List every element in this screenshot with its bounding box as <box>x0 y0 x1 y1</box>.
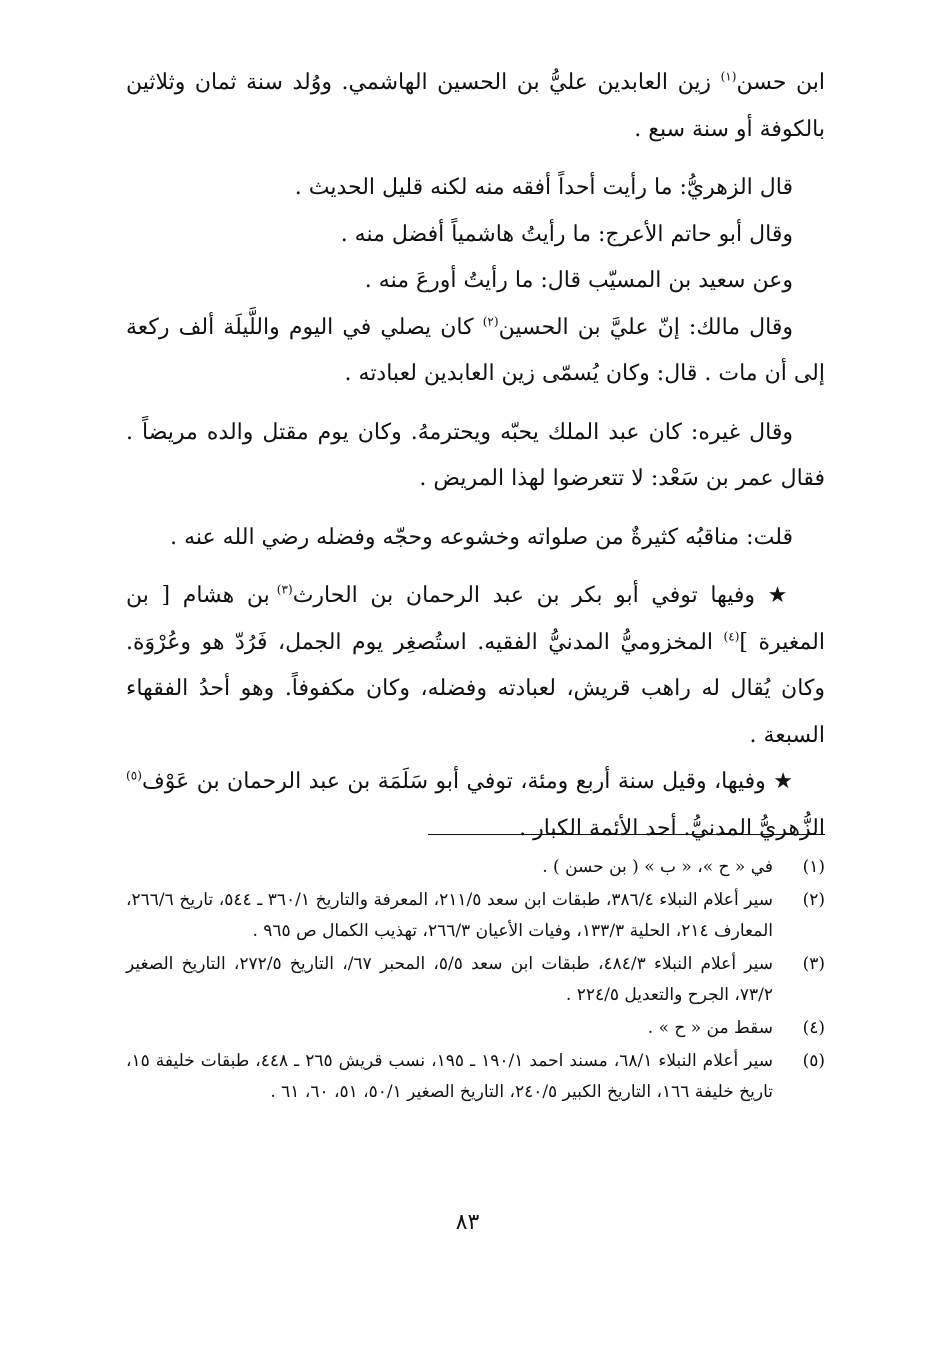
text-run: كان يصلي في اليوم واللَّيلَة ألف ركعة إلى أن مات . قال: وكان يُسمّى زين العابدين لعبادته . <box>126 314 825 386</box>
footnote-ref-3[interactable]: (٣) <box>276 582 293 597</box>
spacer <box>126 503 825 515</box>
text-run: الزُّهريُّ المدنيُّ. أحد الأئمة الكبار . <box>519 815 825 841</box>
paragraph-7: قلت: مناقبُه كثيرةٌ من صلواته وخشوعه وحجّه وفضله رضي الله عنه . <box>170 524 793 550</box>
footnotes <box>126 852 825 1110</box>
footnote-text: سير أعلام النبلاء ٤٨٤/٣، طبقات ابن سعد ٥/٥، المحبر ٦٧/، التاريخ ٢٧٢/٥، التاريخ الصغير ٧٣/٢، الجرح والتعديل ٢٢٤/٥ . <box>126 954 774 1005</box>
paragraph-1 <box>126 60 825 153</box>
text-run: زين العابدين عليُّ بن الحسين الهاشمي. ووُلد سنة ثمان وثلاثين بالكوفة أو سنة سبع . <box>126 70 825 142</box>
footnote-ref-5[interactable]: (٥) <box>126 768 142 783</box>
text-run: ★ وفيها توفي أبو بكر بن عبد الرحمان بن الحارث <box>292 583 793 608</box>
footnote-ref-2[interactable]: (٢) <box>482 314 499 329</box>
text-run: المخزوميُّ المدنيُّ الفقيه. استُصغِر يوم الجمل، فَرُدّ هو وعُرْوَة. وكان يُقال له راهب قريش، لعبادته وفضله، وكان مكفوفاً. وهو أحدُ الفقهاء السبعة . <box>126 629 825 748</box>
footnote-text: سير أعلام النبلاء ٣٨٦/٤، طبقات ابن سعد ٢١١/٥، المعرفة والتاريخ ٣٦٠/١ ـ ٥٤٤، تاريخ ٢٦٦/٦، المعارف ٢١٤، الحلية ١٣٣/٣، وفيات الأعيان ٢٦٦/٣، تهذيب الكمال ص ٩٦٥ . <box>126 890 774 941</box>
footnote-ref-4[interactable]: (٤) <box>723 629 740 644</box>
spacer <box>126 153 825 165</box>
footnote-item <box>126 1046 825 1108</box>
footnote-number: (٢) <box>802 890 825 910</box>
footnote-number: (٣) <box>802 954 825 974</box>
paragraph-8 <box>126 573 825 759</box>
paragraph-2: قال الزهريُّ: ما رأيت أحداً أفقه منه لكنه قليل الحديث . <box>294 175 793 200</box>
footnote-item <box>126 885 825 947</box>
footnote-ref-1[interactable]: (١) <box>720 69 737 84</box>
text-run: ابن حسن <box>736 70 825 95</box>
footnote-number: (٥) <box>802 1051 825 1071</box>
spacer <box>126 398 825 410</box>
text-run: وقال مالك: إنّ عليَّ بن الحسين <box>498 314 794 340</box>
page-number: ٨٣ <box>455 1210 480 1235</box>
footnote-text: في « ح »، « ب » ( بن حسن ) . <box>542 857 773 877</box>
paragraph-9 <box>126 759 825 852</box>
paragraph-6: وقال غيره: كان عبد الملك يحبّه ويحترمهُ. وكان يوم مقتل والده مريضاً . فقال عمر بن سَعْد: لا تتعرضوا لهذا المريض . <box>126 419 825 491</box>
text-run: بن هشام [ بن المغيرة ] <box>126 583 825 655</box>
footnote-item <box>126 1013 825 1044</box>
spacer <box>126 561 825 573</box>
footnote-number: (١) <box>802 857 825 877</box>
text-run: ★ وفيها، وقيل سنة أربع ومئة، توفي أبو سَلَمَة بن عبد الرحمان بن عَوْف <box>141 769 793 794</box>
footnote-divider <box>428 834 825 835</box>
footnote-number: (٤) <box>802 1018 825 1038</box>
paragraph-3: وقال أبو حاتم الأعرج: ما رأيتُ هاشمياً أفضل منه . <box>340 221 793 247</box>
footnote-text: سير أعلام النبلاء ٦٨/١، مسند احمد ١٩٠/١ ـ ١٩٥، نسب قريش ٢٦٥ ـ ٤٤٨، طبقات خليفة ١٥، تاريخ خليفة ١٦٦، التاريخ الكبير ٢٤٠/٥، التاريخ الصغير ٥٠/١، ٥١، ٦٠، ٦١ . <box>126 1051 773 1102</box>
paragraph-5 <box>126 305 825 398</box>
footnote-item <box>126 852 825 883</box>
paragraph-4: وعن سعيد بن المسيّب قال: ما رأيتُ أورعَ منه . <box>364 268 793 293</box>
footnote-item <box>126 949 825 1011</box>
footnote-text: سقط من « ح » . <box>647 1018 773 1038</box>
main-text <box>126 60 825 852</box>
